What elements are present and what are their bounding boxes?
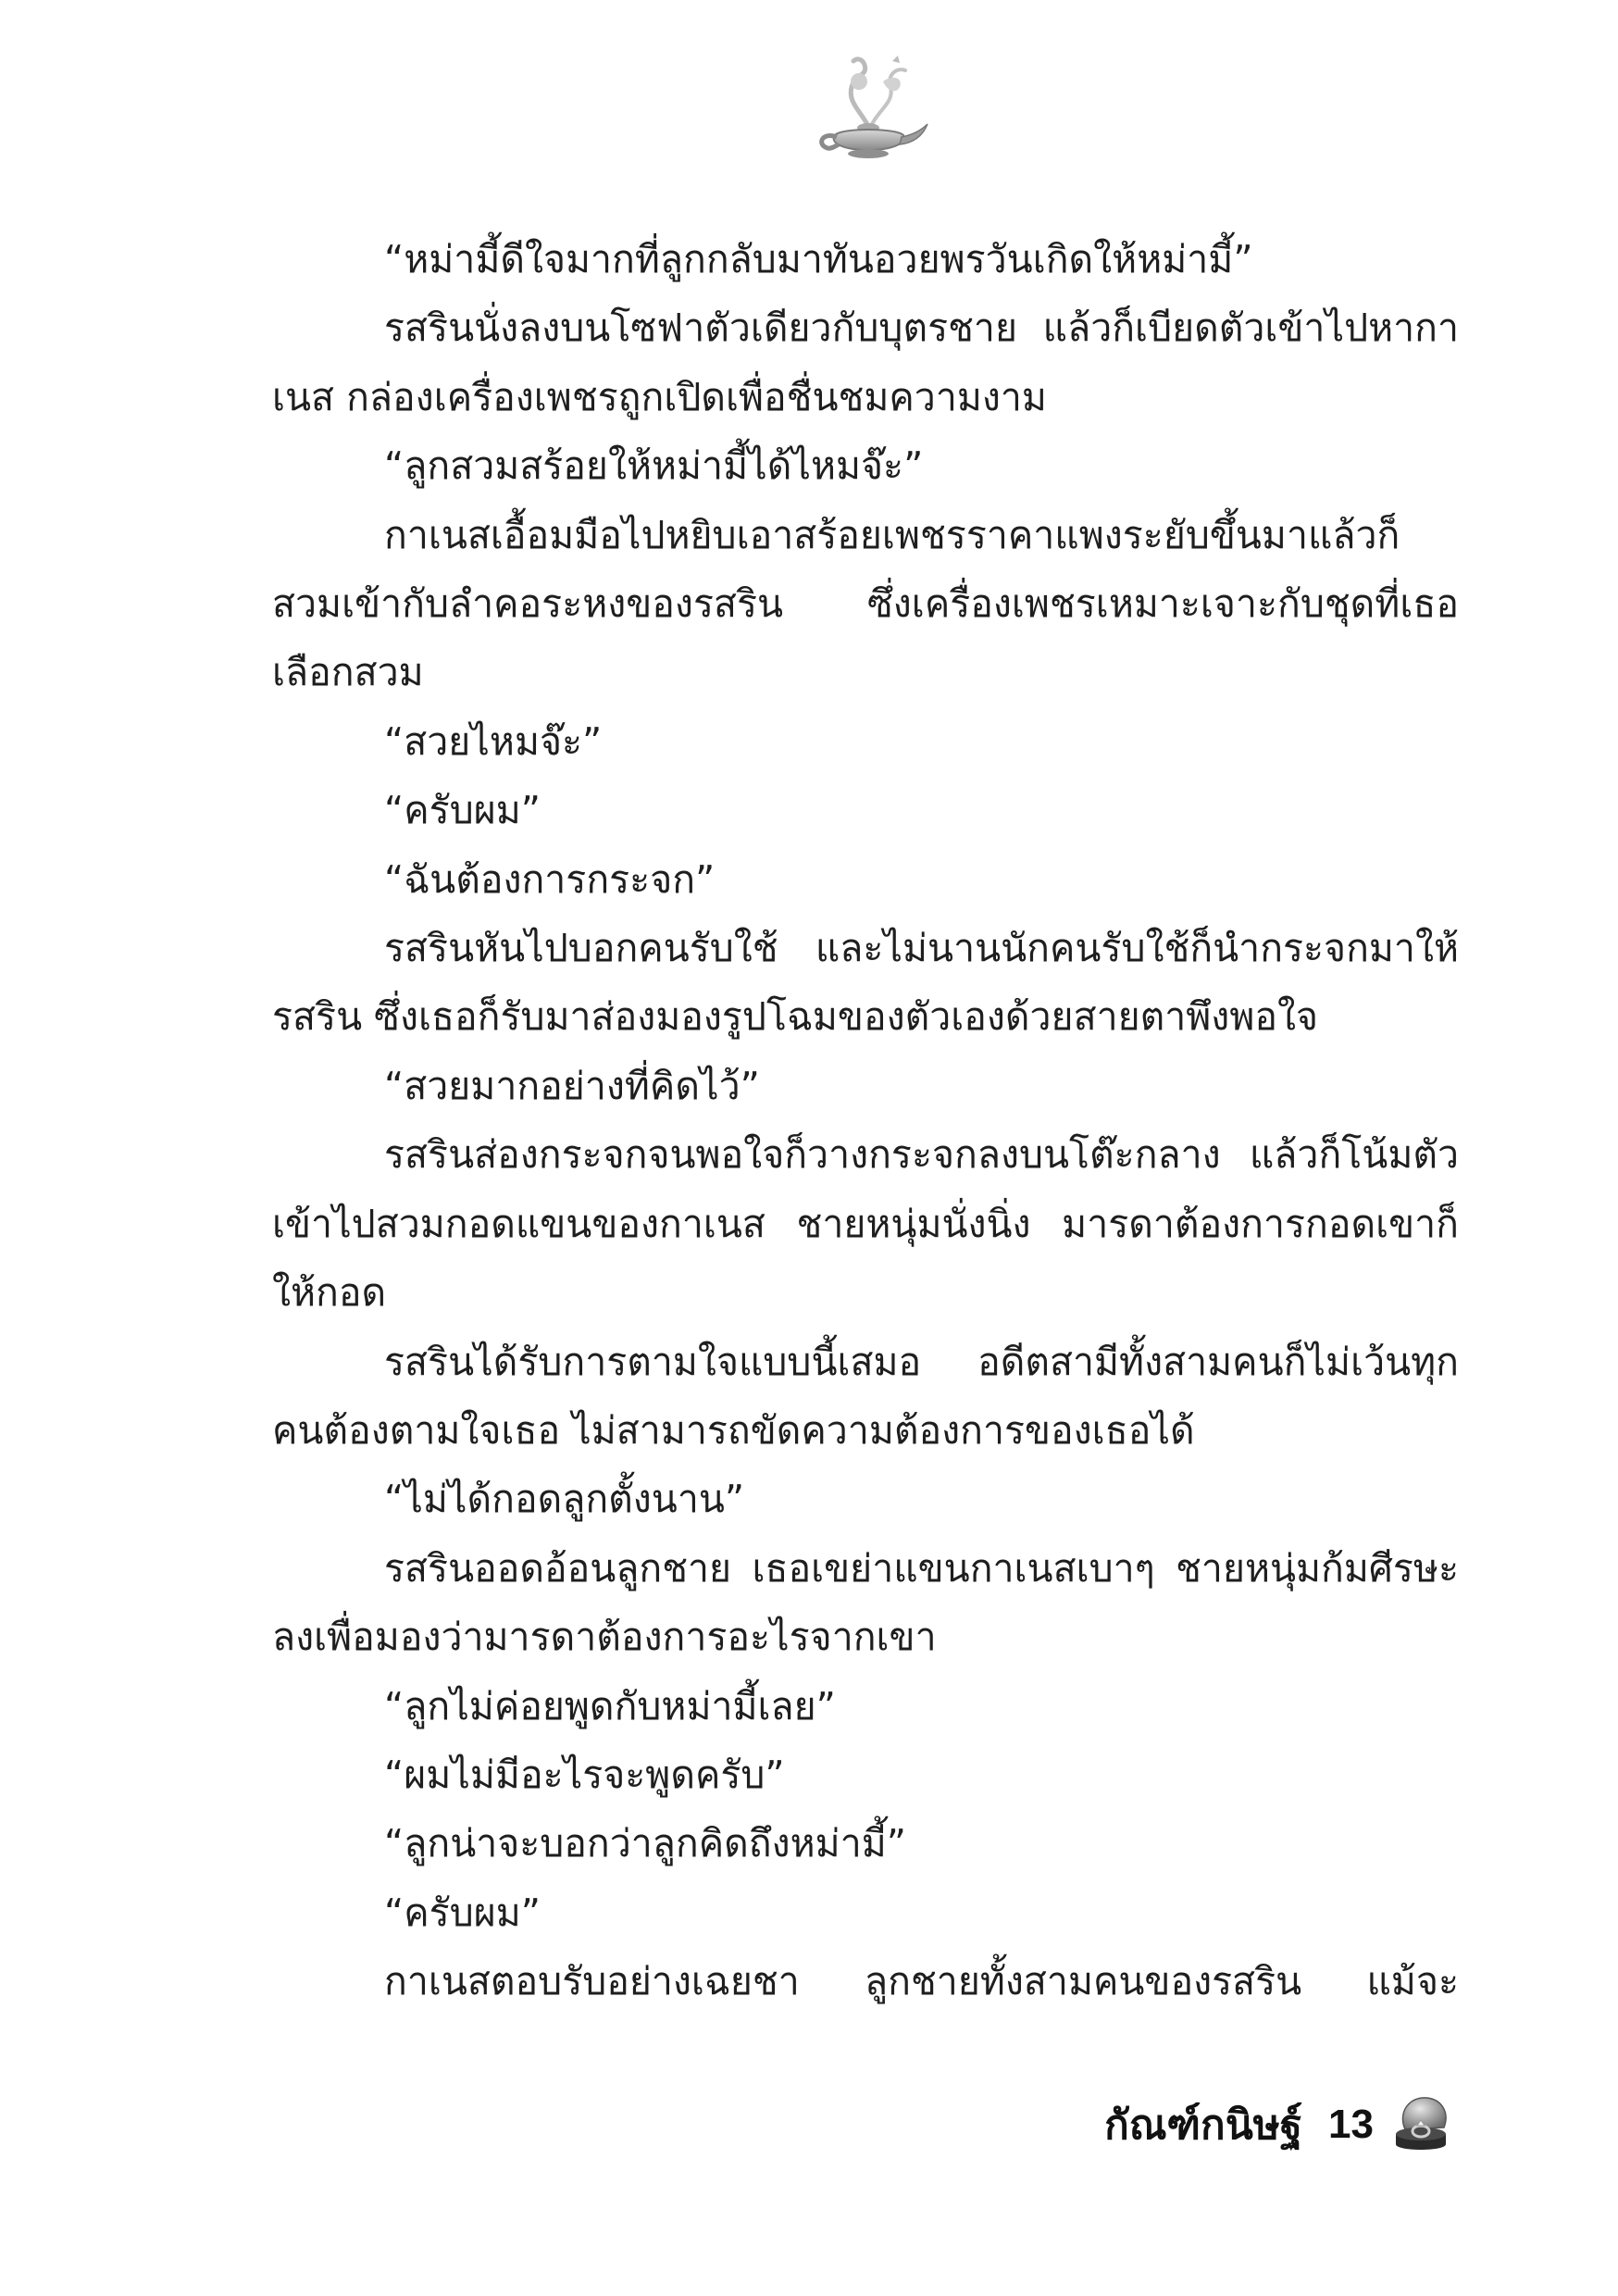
paragraph: กาเนสตอบรับอย่างเฉยชา ลูกชายทั้งสามคนของรสริน แม้จะ (384, 1959, 1459, 2004)
paragraph: “สวยมากอย่างที่คิดไว้” (384, 1063, 760, 1108)
genie-lamp-icon (803, 54, 933, 163)
paragraph: “ฉันต้องการกระจก” (384, 856, 716, 902)
book-title: กัณฑ์กนิษฐ์ (1104, 2102, 1303, 2149)
paragraph: “ลูกไม่ค่อยพูดกับหม่ามี้เลย” (384, 1683, 836, 1728)
paragraph: รสรินนั่งลงบนโซฟาตัวเดียวกับบุตรชาย แล้วก็เบียดตัวเข้าไปหากาเนส กล่องเครื่องเพชรถูกเปิดเพื่อชื่นชมความงาม (272, 306, 1459, 419)
body-text (272, 225, 1459, 2016)
paragraph: “ครับผม” (384, 1890, 541, 1935)
paragraph: “ลูกน่าจะบอกว่าลูกคิดถึงหม่ามี้” (384, 1821, 906, 1866)
paragraph: “ลูกสวมสร้อยให้หม่ามี้ได้ไหมจ๊ะ” (384, 443, 924, 489)
paragraph: “สวยไหมจ๊ะ” (384, 718, 603, 764)
paragraph: “ครับผม” (384, 788, 541, 833)
paragraph: “หม่ามี้ดีใจมากที่ลูกกลับมาทันอวยพรวันเกิดให้หม่ามี้” (384, 237, 1253, 281)
page-footer (1104, 2083, 1453, 2166)
paragraph: กาเนสเอื้อมมือไปหยิบเอาสร้อยเพชรราคาแพงระยับขึ้นมาแล้วก็สวมเข้ากับลำคอระหงของรสริน ซึ่งเครื่องเพชรเหมาะเจาะกับชุดที่เธอเลือกสวม (272, 512, 1459, 695)
ring-box-icon (1388, 2092, 1453, 2157)
paragraph: “ผมไม่มีอะไรจะพูดครับ” (384, 1752, 785, 1797)
page-number: 13 (1328, 2102, 1374, 2147)
paragraph: “ไม่ได้กอดลูกตั้งนาน” (384, 1477, 745, 1522)
paragraph: รสรินหันไปบอกคนรับใช้ และไม่นานนักคนรับใช้ก็นำกระจกมาให้รสริน ซึ่งเธอก็รับมาส่องมองรูปโฉมของตัวเองด้วยสายตาพึงพอใจ (272, 926, 1459, 1040)
paragraph: รสรินออดอ้อนลูกชาย เธอเขย่าแขนกาเนสเบาๆ ชายหนุ่มก้มศีรษะลงเพื่อมองว่ามารดาต้องการอะไรจากเขา (272, 1545, 1459, 1660)
paragraph: รสรินส่องกระจกจนพอใจก็วางกระจกลงบนโต๊ะกลาง แล้วก็โน้มตัวเข้าไปสวมกอดแขนของกาเนส ชายหนุ่มนั่งนิ่ง มารดาต้องการกอดเขาก็ให้กอด (272, 1132, 1459, 1316)
paragraph: รสรินได้รับการตามใจแบบนี้เสมอ อดีตสามีทั้งสามคนก็ไม่เว้นทุกคนต้องตามใจเธอ ไม่สามารถขัดความต้องการของเธอได้ (272, 1339, 1459, 1453)
